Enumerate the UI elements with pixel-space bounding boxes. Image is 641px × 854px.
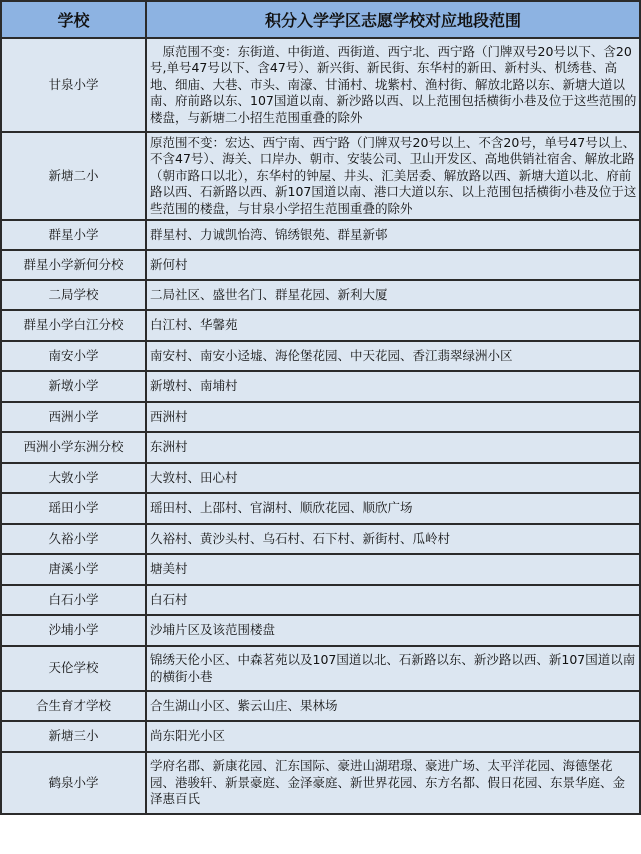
school-name: 大敦小学 (1, 463, 146, 493)
table-row (1, 132, 640, 220)
table-row (1, 463, 640, 493)
school-name: 西洲小学东洲分校 (1, 432, 146, 463)
table-row (1, 432, 640, 463)
school-name: 新墩小学 (1, 371, 146, 402)
school-name: 白石小学 (1, 585, 146, 615)
district-range: 新墩村、南埔村 (146, 371, 640, 402)
district-range: 群星村、力诚凯怡湾、锦绣银苑、群星新邨 (146, 220, 640, 250)
district-range: 塘美村 (146, 554, 640, 585)
school-name: 西洲小学 (1, 402, 146, 432)
table-row (1, 721, 640, 752)
school-name: 新塘二小 (1, 132, 146, 220)
table-row (1, 493, 640, 524)
district-range: 沙埔片区及该范围楼盘 (146, 615, 640, 646)
district-range: 白石村 (146, 585, 640, 615)
table-body (1, 38, 640, 814)
table-row (1, 691, 640, 721)
table-row (1, 250, 640, 280)
table-row (1, 554, 640, 585)
district-range: 二局社区、盛世名门、群星花园、新利大厦 (146, 280, 640, 310)
table-row (1, 38, 640, 132)
table-row (1, 371, 640, 402)
table-header-row (1, 1, 640, 38)
district-range: 瑶田村、上邵村、官湖村、顺欣花园、顺欣广场 (146, 493, 640, 524)
district-range: 原范围不变：东街道、中街道、西街道、西宁北、西宁路（门牌双号20号以下、含20号,单号47号以下、含47号）、新兴街、新民街、东华村的新田、新村头、机绣巷、高地、细庙、大巷、市头、南濠、甘涌村、垅紫村、渔村街、解放北路以东、新塘大道以南、府前路以东、107国道以南、新沙路以西、以上范围包括横街小巷及位于这些范围的楼盘，与新塘二小招生范围重叠的除外 (146, 38, 640, 132)
district-range: 合生湖山小区、紫云山庄、果林场 (146, 691, 640, 721)
district-range: 白江村、华馨苑 (146, 310, 640, 341)
column-header-school: 学校 (1, 1, 146, 38)
table-row (1, 310, 640, 341)
district-range: 锦绣天伦小区、中森茗苑以及107国道以北、石新路以东、新沙路以西、新107国道以南的横街小巷 (146, 646, 640, 691)
school-name: 群星小学 (1, 220, 146, 250)
table-row (1, 524, 640, 554)
school-name: 天伦学校 (1, 646, 146, 691)
school-name: 二局学校 (1, 280, 146, 310)
district-range: 学府名郡、新康花园、汇东国际、豪进山湖珺璟、豪进广场、太平洋花园、海德堡花园、港骏轩、新景豪庭、金泽豪庭、新世界花园、东方名都、假日花园、东景华庭、金泽惠百氏 (146, 752, 640, 814)
school-name: 新塘三小 (1, 721, 146, 752)
district-range: 南安村、南安小迳墟、海伦堡花园、中天花园、香江翡翠绿洲小区 (146, 341, 640, 371)
table-row (1, 752, 640, 814)
column-header-range: 积分入学学区志愿学校对应地段范围 (146, 1, 640, 38)
table-row (1, 280, 640, 310)
table-row (1, 646, 640, 691)
school-name: 沙埔小学 (1, 615, 146, 646)
district-range: 新何村 (146, 250, 640, 280)
school-name: 群星小学新何分校 (1, 250, 146, 280)
school-name: 群星小学白江分校 (1, 310, 146, 341)
school-name: 甘泉小学 (1, 38, 146, 132)
school-name: 久裕小学 (1, 524, 146, 554)
table-row (1, 341, 640, 371)
table-row (1, 585, 640, 615)
school-name: 合生育才学校 (1, 691, 146, 721)
table-row (1, 220, 640, 250)
district-range: 久裕村、黄沙头村、乌石村、石下村、新街村、瓜岭村 (146, 524, 640, 554)
table-row (1, 615, 640, 646)
district-range: 大敦村、田心村 (146, 463, 640, 493)
school-name: 唐溪小学 (1, 554, 146, 585)
table-row (1, 402, 640, 432)
school-name: 鹤泉小学 (1, 752, 146, 814)
school-name: 瑶田小学 (1, 493, 146, 524)
district-range: 尚东阳光小区 (146, 721, 640, 752)
district-range: 西洲村 (146, 402, 640, 432)
district-range: 东洲村 (146, 432, 640, 463)
school-name: 南安小学 (1, 341, 146, 371)
district-range: 原范围不变：宏达、西宁南、西宁路（门牌双号20号以上、不含20号，单号47号以上、不含47号）、海关、口岸办、朝市、安装公司、卫山开发区、高地供销社宿舍、解放北路（朝市路口以北），东华村的钟屋、井头、汇美居委、解放路以西、新塘大道以北、府前路以西、石新路以西、新107国道以南、港口大道以东、以上范围包括横街小巷及位于这些范围的楼盘，与甘泉小学招生范围重叠的除外 (146, 132, 640, 220)
